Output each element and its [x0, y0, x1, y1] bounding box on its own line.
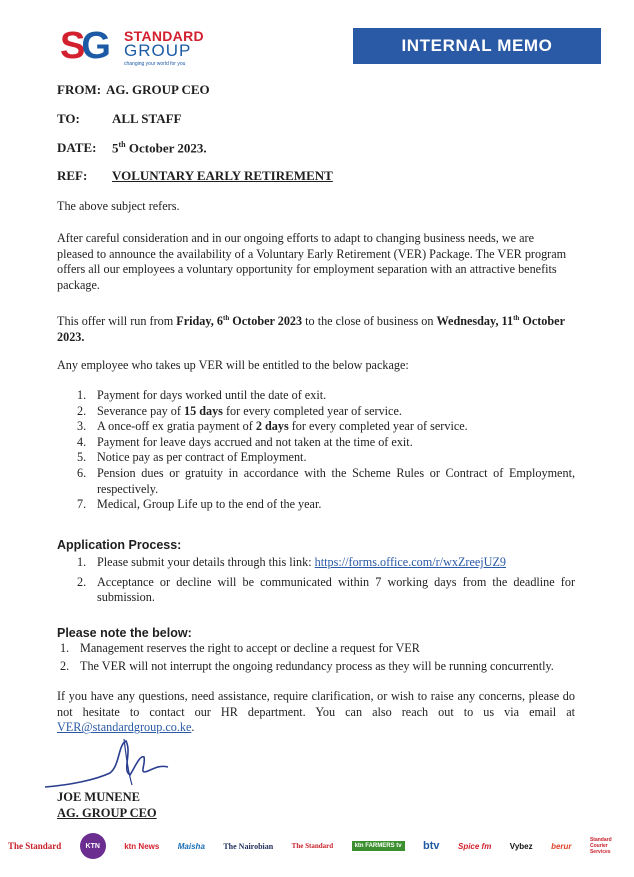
closing-paragraph: If you have any questions, need assistance, require clarification, or wish to raise any concerns, please do not hesitate to contact our HR department. You can also reach out to us via email at VER@standardgroup.co.ke. — [57, 689, 575, 735]
brand-logo: The Standard — [291, 842, 334, 850]
to-label: TO: — [57, 111, 80, 126]
brand-logo: Standard Courier Services — [589, 837, 612, 855]
entitlement-intro: Any employee who takes up VER will be entitled to the below package: — [57, 358, 409, 372]
logo-line1: STANDARD — [124, 28, 204, 44]
offer-period-paragraph: This offer will run from Friday, 6th October 2023 to the close of business on Wednesday, 11th October 2023. — [57, 314, 565, 344]
list-item: 7. Medical, Group Life up to the end of the year. — [77, 497, 322, 512]
application-process-title: Application Process: — [57, 538, 182, 552]
list-item: 1. Management reserves the right to accept or decline a request for VER — [60, 641, 420, 655]
brand-logo: berur — [551, 841, 572, 851]
company-logo — [60, 25, 204, 68]
from-label: FROM: — [57, 82, 102, 97]
announcement-paragraph: After careful consideration and in our ongoing efforts to adapt to changing business needs, we are pleased to announce the availability of a Voluntary Early Retirement (VER) Package. The VER program offers all our employees a voluntary opportunity for employment separation with an attractive benefits package. — [57, 231, 567, 292]
signatory-name: JOE MUNENE — [57, 790, 140, 804]
notes-list — [60, 641, 575, 674]
list-item: 3. A once-off ex gratia payment of 2 days for every completed year of service. — [77, 419, 468, 434]
list-item: 4. Payment for leave days accrued and not taken at the time of exit. — [77, 434, 413, 449]
ref-value: VOLUNTARY EARLY RETIREMENT — [112, 168, 333, 183]
application-form-link[interactable]: https://forms.office.com/r/wxZreejUZ9 — [314, 555, 507, 569]
date-label: DATE: — [57, 140, 97, 155]
signatory-title: AG. GROUP CEO — [57, 806, 157, 820]
logo-mark: SG — [60, 25, 107, 67]
to-value: ALL STAFF — [112, 111, 182, 126]
brand-logo: KTN — [80, 833, 106, 859]
ref-label: REF: — [57, 168, 88, 183]
from-value: AG. GROUP CEO — [106, 82, 210, 97]
internal-memo-banner: INTERNAL MEMO — [353, 28, 601, 64]
date-value: 5th October 2023. — [112, 140, 207, 156]
brand-logo: Vybez — [509, 841, 533, 851]
signature-icon — [40, 735, 200, 795]
brand-logo: ktn FARMERS tv — [352, 841, 405, 851]
list-item: 2. Severance pay of 15 days for every completed year of service. — [77, 403, 402, 418]
brand-logo: The Nairobian — [223, 841, 274, 851]
brand-logo: ktn News — [124, 841, 160, 851]
list-item: 5. Notice pay as per contract of Employment. — [77, 450, 307, 465]
footer-brand-strip — [8, 828, 626, 864]
brand-logo: Spice fm — [457, 841, 492, 851]
brand-logo: btv — [423, 840, 440, 852]
intro-paragraph: The above subject refers. — [57, 199, 180, 213]
brand-logo: Maisha — [177, 841, 205, 851]
list-item: 1. Payment for days worked until the date of exit. — [77, 388, 327, 402]
list-item: 2. Acceptance or decline will be communicated within 7 working days from the deadline for submission. — [77, 574, 575, 605]
application-list — [77, 555, 575, 606]
package-list — [77, 388, 575, 513]
logo-line2: GROUP — [124, 41, 192, 60]
logo-tagline: changing your world for you — [124, 61, 186, 67]
hr-email-link[interactable]: VER@standardgroup.co.ke — [57, 720, 192, 735]
brand-logo: The Standard — [8, 841, 62, 851]
list-item: 1. Please submit your details through this link: https://forms.office.com/r/wxZreejUZ9 — [77, 555, 507, 569]
list-item: 2. The VER will not interrupt the ongoing redundancy process as they will be running concurrently. — [60, 658, 554, 673]
notes-title: Please note the below: — [57, 626, 192, 640]
list-item: 6. Pension dues or gratuity in accordance with the Scheme Rules or Contract of Employment, respectively. — [77, 465, 575, 496]
